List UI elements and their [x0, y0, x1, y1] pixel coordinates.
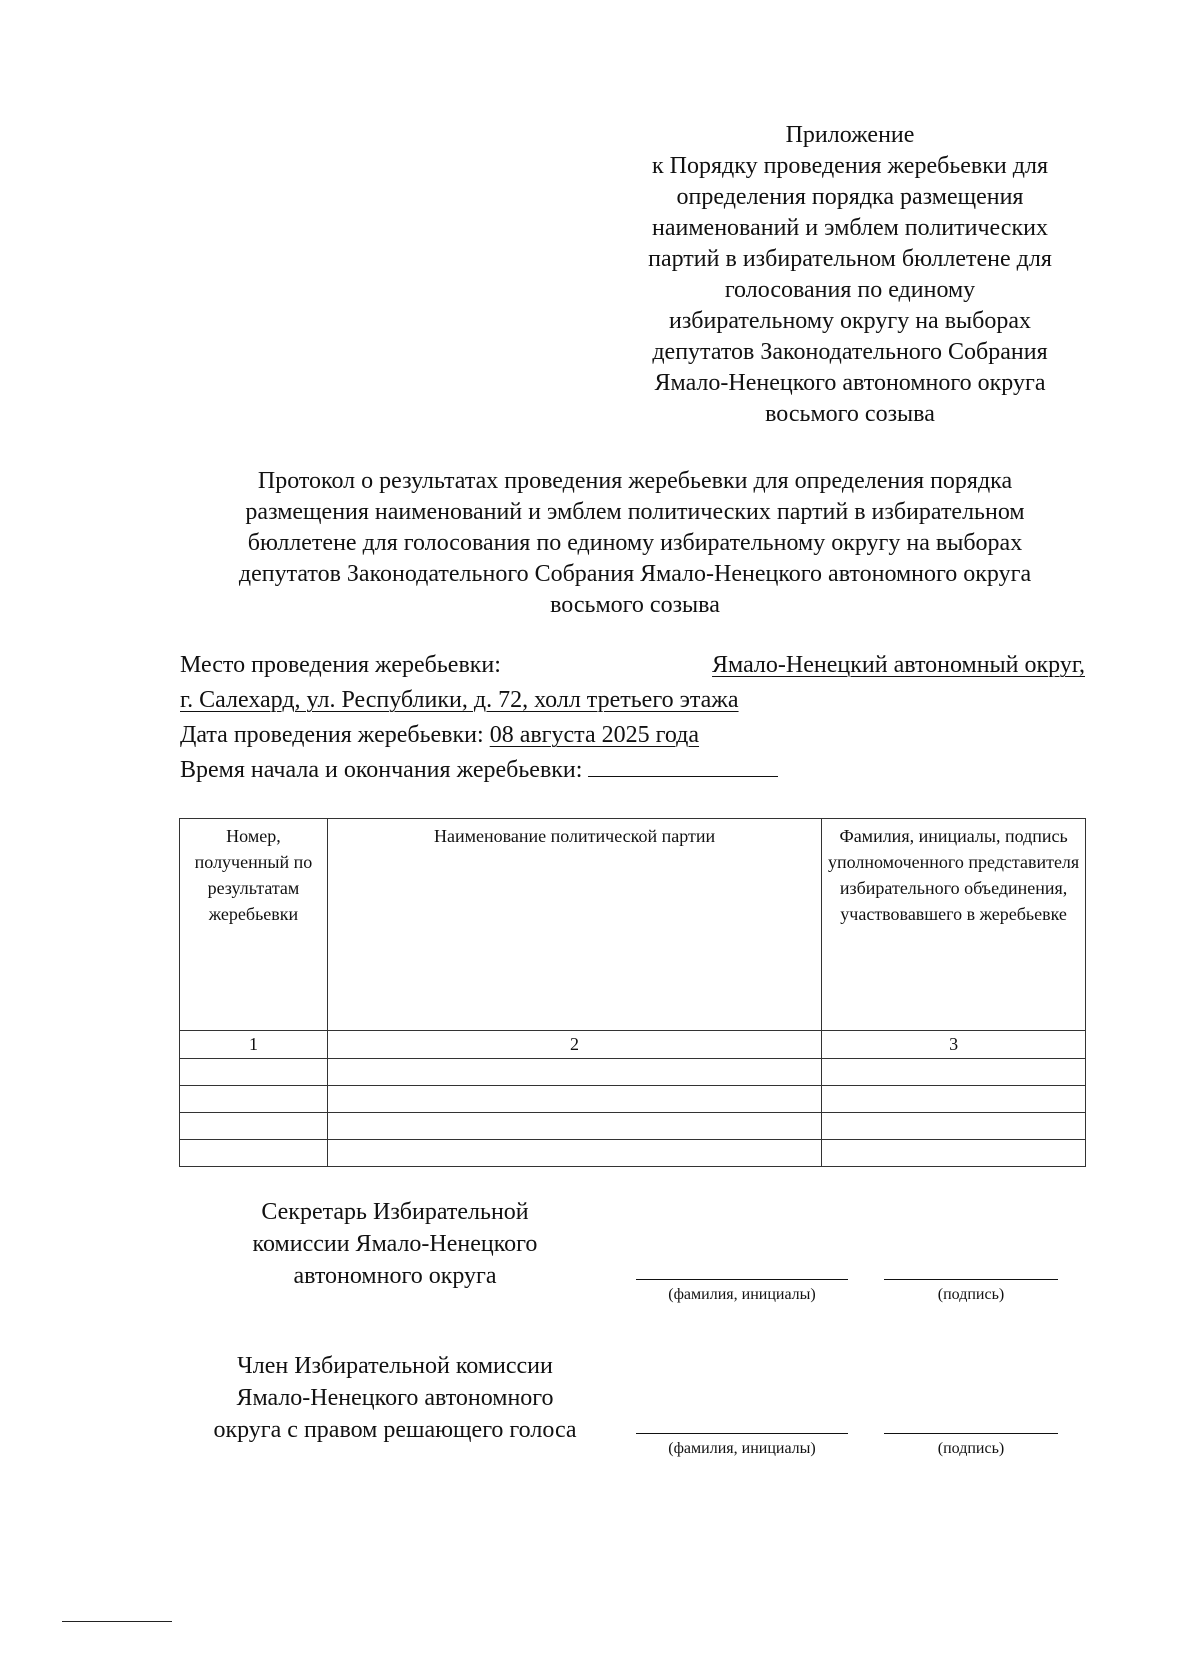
column-number: 1: [180, 1031, 328, 1059]
annex-line: наименований и эмблем политических: [652, 215, 1048, 241]
secretary-name-caption: (фамилия, инициалы): [668, 1286, 816, 1303]
role-line: округа с правом решающего голоса: [213, 1417, 577, 1443]
place-label: Место проведения жеребьевки:: [180, 652, 501, 678]
title-line: восьмого созыва: [550, 592, 720, 618]
annex-line: партий в избирательном бюллетене для: [648, 246, 1052, 272]
role-line: Член Избирательной комиссии: [237, 1353, 553, 1379]
secretary-name-line: [636, 1279, 848, 1280]
table-cell: [822, 1086, 1086, 1113]
annex-line: к Порядку проведения жеребьевки для: [652, 153, 1048, 179]
date-label: Дата проведения жеребьевки:: [180, 722, 484, 748]
date-line: [180, 720, 1085, 751]
time-label: Время начала и окончания жеребьевки:: [180, 757, 583, 783]
secretary-signature-line: [884, 1279, 1058, 1280]
role-line: автономного округа: [293, 1263, 497, 1289]
place-line-2: [180, 685, 1085, 716]
place-line: [180, 650, 1085, 681]
title-line: размещения наименований и эмблем политических партий в избирательном: [245, 499, 1025, 525]
annex-line: восьмого созыва: [765, 401, 935, 427]
secretary-role: [180, 1196, 610, 1292]
draw-results-table: [179, 818, 1086, 1167]
table-cell: [822, 1113, 1086, 1140]
column-header-party: Наименование политической партии: [327, 819, 821, 1031]
role-line: Ямало-Ненецкого автономного: [236, 1385, 554, 1411]
column-number: 2: [327, 1031, 821, 1059]
secretary-signature-caption: (подпись): [937, 1286, 1005, 1303]
member-role: [180, 1350, 610, 1446]
footnote-divider: [62, 1621, 172, 1622]
table-cell: [180, 1086, 328, 1113]
column-number-row: [180, 1031, 1086, 1059]
table-header-row: [180, 819, 1086, 1031]
annex-header: [600, 120, 1100, 430]
table-cell: [822, 1059, 1086, 1086]
member-signature-line: [884, 1433, 1058, 1434]
member-signature-caption: (подпись): [937, 1440, 1005, 1457]
table-cell: [180, 1059, 328, 1086]
table-cell: [327, 1086, 821, 1113]
member-name-line: [636, 1433, 848, 1434]
table-cell: [822, 1140, 1086, 1167]
document-title: [170, 466, 1100, 621]
column-header-number: Номер, полученный по результатам жеребьевки: [180, 819, 328, 1031]
table-cell: [327, 1113, 821, 1140]
annex-line: голосования по единому: [724, 277, 976, 303]
title-line: бюллетене для голосования по единому избирательному округу на выборах: [247, 530, 1023, 556]
table-cell: [180, 1140, 328, 1167]
date-value: 08 августа 2025 года: [489, 722, 700, 748]
table-row: [180, 1140, 1086, 1167]
time-line: [180, 755, 1085, 786]
annex-line: избирательному округу на выборах: [668, 308, 1032, 334]
table-row: [180, 1086, 1086, 1113]
column-number: 3: [822, 1031, 1086, 1059]
table-cell: [180, 1113, 328, 1140]
role-line: Секретарь Избирательной: [261, 1199, 529, 1225]
annex-line: определения порядка размещения: [676, 184, 1024, 210]
table-cell: [327, 1059, 821, 1086]
role-line: комиссии Ямало-Ненецкого: [252, 1231, 538, 1257]
title-line: депутатов Законодательного Собрания Ямало-Ненецкого автономного округа: [238, 561, 1032, 587]
place-value: Ямало-Ненецкий автономный округ,: [712, 652, 1085, 678]
annex-line: депутатов Законодательного Собрания: [652, 339, 1048, 365]
member-name-caption: (фамилия, инициалы): [668, 1440, 816, 1457]
table-cell: [327, 1140, 821, 1167]
annex-line: Приложение: [785, 122, 915, 148]
table-row: [180, 1113, 1086, 1140]
annex-line: Ямало-Ненецкого автономного округа: [654, 370, 1046, 396]
place-value-continued: г. Салехард, ул. Республики, д. 72, холл третьего этажа: [180, 687, 739, 713]
title-line: Протокол о результатах проведения жеребьевки для определения порядка: [257, 468, 1013, 494]
table-row: [180, 1059, 1086, 1086]
time-blank-field: [588, 755, 778, 777]
column-header-representative: Фамилия, инициалы, подпись уполномоченного представителя избирательного объединения, участвовавшего в жеребьевке: [822, 819, 1086, 1031]
